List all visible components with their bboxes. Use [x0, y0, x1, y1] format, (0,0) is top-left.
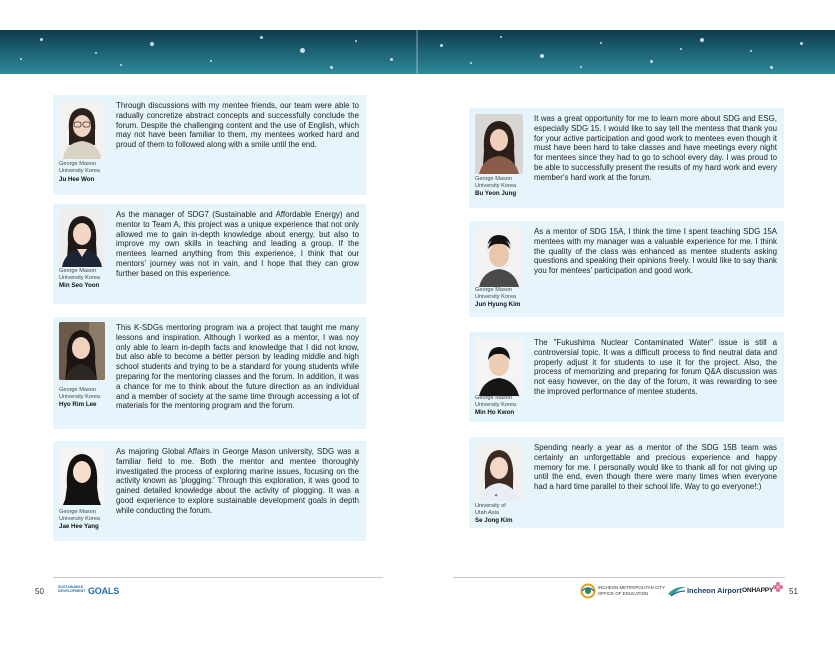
water-sparkle	[20, 58, 22, 60]
water-sparkle	[210, 60, 212, 62]
water-sparkle	[800, 42, 803, 45]
water-sparkle	[300, 48, 305, 53]
mentor-name: Hyo Rim Lee	[59, 401, 97, 408]
education-logo-line1: INCHEON METROPOLITAN CITY	[598, 585, 666, 590]
mentor-photo	[59, 101, 105, 159]
water-sparkle	[470, 62, 472, 64]
page-fold	[416, 30, 418, 74]
incheon-airport-logo	[667, 583, 742, 599]
sdg-logo-small-text: SUSTAINABLE DEVELOPMENT	[58, 585, 86, 593]
mentor-university: George Mason University Korea	[59, 387, 101, 400]
education-emblem-icon	[580, 582, 596, 600]
mentor-university: George Mason University Korea	[475, 395, 517, 408]
mentor-university: University of Utah Asia	[475, 503, 506, 516]
water-sparkle	[680, 48, 682, 50]
mentor-photo	[59, 447, 105, 505]
water-sparkle	[540, 54, 544, 58]
page-number-right: 51	[789, 587, 798, 596]
mentor-photo	[475, 443, 523, 501]
water-sparkle	[650, 60, 653, 63]
mentor-name: Min Ho Kwon	[475, 409, 515, 416]
water-sparkle	[355, 40, 357, 42]
mentor-name: Jun Hyung Kim	[475, 301, 521, 308]
mentor-card-min-seo-yoon	[53, 204, 366, 304]
airport-swoosh-icon	[667, 584, 687, 598]
airport-logo-text: Incheon Airport	[687, 586, 742, 595]
mentor-card-hyo-rim-lee	[53, 317, 366, 429]
testimonial-text: It was a great opportunity for me to learn more about SDG and ESG, especially SDG 15. I would like to say tell the mentess that thank you for your active participation and good work to mentees even though it must have been hard to take classes and have meetings every night for mentees since they had to go to school every day. I was proud to be able to successfully present the results of my hard work and every member's hard work at the forum.	[534, 114, 777, 182]
testimonial-text: Spending nearly a year as a mentor of the SDG 15B team was certainly an unforgettable and precious experience and happy memory for me. I personally would like to thank all for not giving up until the end, even though there were many times when everyone had a hard time parallel to their school life. Way to go everyone!:)	[534, 443, 777, 492]
mentor-card-min-ho-kwon	[469, 332, 784, 422]
testimonial-text: As a mentor of SDG 15A, I think the time I spent teaching SDG 15A mentees with my manager was a valuable experience for me. I think the quality of the class was enhanced as mentee students asking questions and speaking their opinions freely. I would like to say thank you for mentees' participation and good work.	[534, 227, 777, 276]
mentor-photo	[475, 227, 523, 287]
testimonial-text: The "Fukushima Nuclear Contaminated Water" issue is still a controversial topic. It was a difficult process to find neutral data and properly adjust it for students to use it for the project. Also, the process of memorizing and preparing for forum Q&A discussion was not easy however, on the day of the forum, it was rewarding to see the improved performance of mentee students.	[534, 338, 777, 396]
footer-rule-right	[453, 577, 785, 578]
water-sparkle	[600, 42, 602, 44]
mentor-photo	[475, 338, 523, 396]
mentor-name: Bu Yeon Jung	[475, 190, 517, 197]
water-sparkle	[330, 66, 333, 69]
testimonial-text: As majoring Global Affairs in George Mason university, SDG was a familiar field to me. Both the mentor and mentee thoroughly investigated the process of exploring marine issues, focusing on the activity known as 'plogging.' Through this exploration, it was good to gained detailed knowledge about the activity of plogging. It was a good experience to explore sustainable development goals in depth while conducting the forum.	[116, 447, 359, 515]
water-sparkle	[500, 36, 502, 38]
mentor-photo	[59, 209, 105, 267]
water-sparkle	[700, 38, 704, 42]
mentor-card-ju-hee-won	[53, 95, 366, 195]
water-sparkle	[260, 36, 263, 39]
water-sparkle	[750, 50, 752, 52]
mentor-name: Min Seo Yoon	[59, 282, 100, 289]
water-sparkle	[150, 42, 154, 46]
mentor-university: George Mason University Korea	[475, 176, 517, 189]
mentor-university: George Mason University Korea	[475, 287, 517, 300]
water-sparkle	[40, 38, 43, 41]
education-logo-line2: OFFICE OF EDUCATION	[598, 591, 649, 596]
page-number-left: 50	[35, 587, 44, 596]
mentor-university: George Mason University Korea	[59, 161, 101, 174]
mentor-name: Ju Hee Won	[59, 176, 95, 183]
mentor-card-bu-yeon-jung	[469, 108, 784, 208]
mentor-university: George Mason University Korea	[59, 268, 101, 281]
ocean-banner	[0, 30, 835, 74]
mentor-card-jae-hee-yang	[53, 441, 366, 541]
testimonial-text: As the manager of SDG7 (Sustainable and Affordable Energy) and mentor to Team A, this project was a unique experience that not only allowed me to gain in-depth knowledge about energy, but also to improve my own skills in teaching and leading a group. If the mentees learned anything from this experience, I think that our mentors' journey was not in vain, and I hope that they can grow further based on this experience.	[116, 210, 359, 278]
mentor-photo	[475, 114, 523, 174]
water-sparkle	[440, 44, 443, 47]
mentor-card-jun-hyung-kim	[469, 221, 784, 317]
water-sparkle	[580, 66, 582, 68]
sdg-goals-logo	[58, 584, 122, 598]
testimonial-text: Through discussions with my mentee friends, our team were able to radually concretize abstract concepts and successfully conclude the forum. Despite the challenging content and the use of English, which may not have been familiar to them, my mentees worked hard and proud of them to followed along with a smile until the end.	[116, 101, 359, 150]
onhappy-logo	[742, 581, 784, 599]
water-sparkle	[770, 66, 773, 69]
flower-icon	[772, 581, 784, 593]
water-sparkle	[120, 64, 122, 66]
testimonial-text: This K-SDGs mentoring program wa a project that taught me many lessons and inspiration. Although I worked as a mentor, I was noy only able to learn in-depth facts and knowledge that I did not know, but also able to become a better person by leading middle and high school students and trying to be a standard for young students while preparing for the mentoring classes and the forum. In addition, it was a chance for me to think about the future direction as an individual and a member of society at the same time through accessing a lot of materials for the mentoring program and the forum.	[116, 323, 359, 411]
footer-rule-left	[53, 577, 383, 578]
water-sparkle	[95, 52, 97, 54]
mentor-photo	[59, 322, 105, 380]
water-sparkle	[390, 58, 393, 61]
mentor-name: Se Jong Kim	[475, 517, 513, 524]
mentor-card-se-jong-kim	[469, 437, 784, 528]
mentor-university: George Mason University Korea	[59, 509, 101, 522]
mentor-name: Jae Hee Yang	[59, 523, 99, 530]
sdg-logo-goals-text: GOALS	[88, 586, 120, 596]
svg-text:✦: ✦	[494, 493, 499, 499]
onhappy-logo-text: ONHAPPY	[742, 587, 774, 594]
incheon-office-of-education-logo	[580, 581, 666, 601]
